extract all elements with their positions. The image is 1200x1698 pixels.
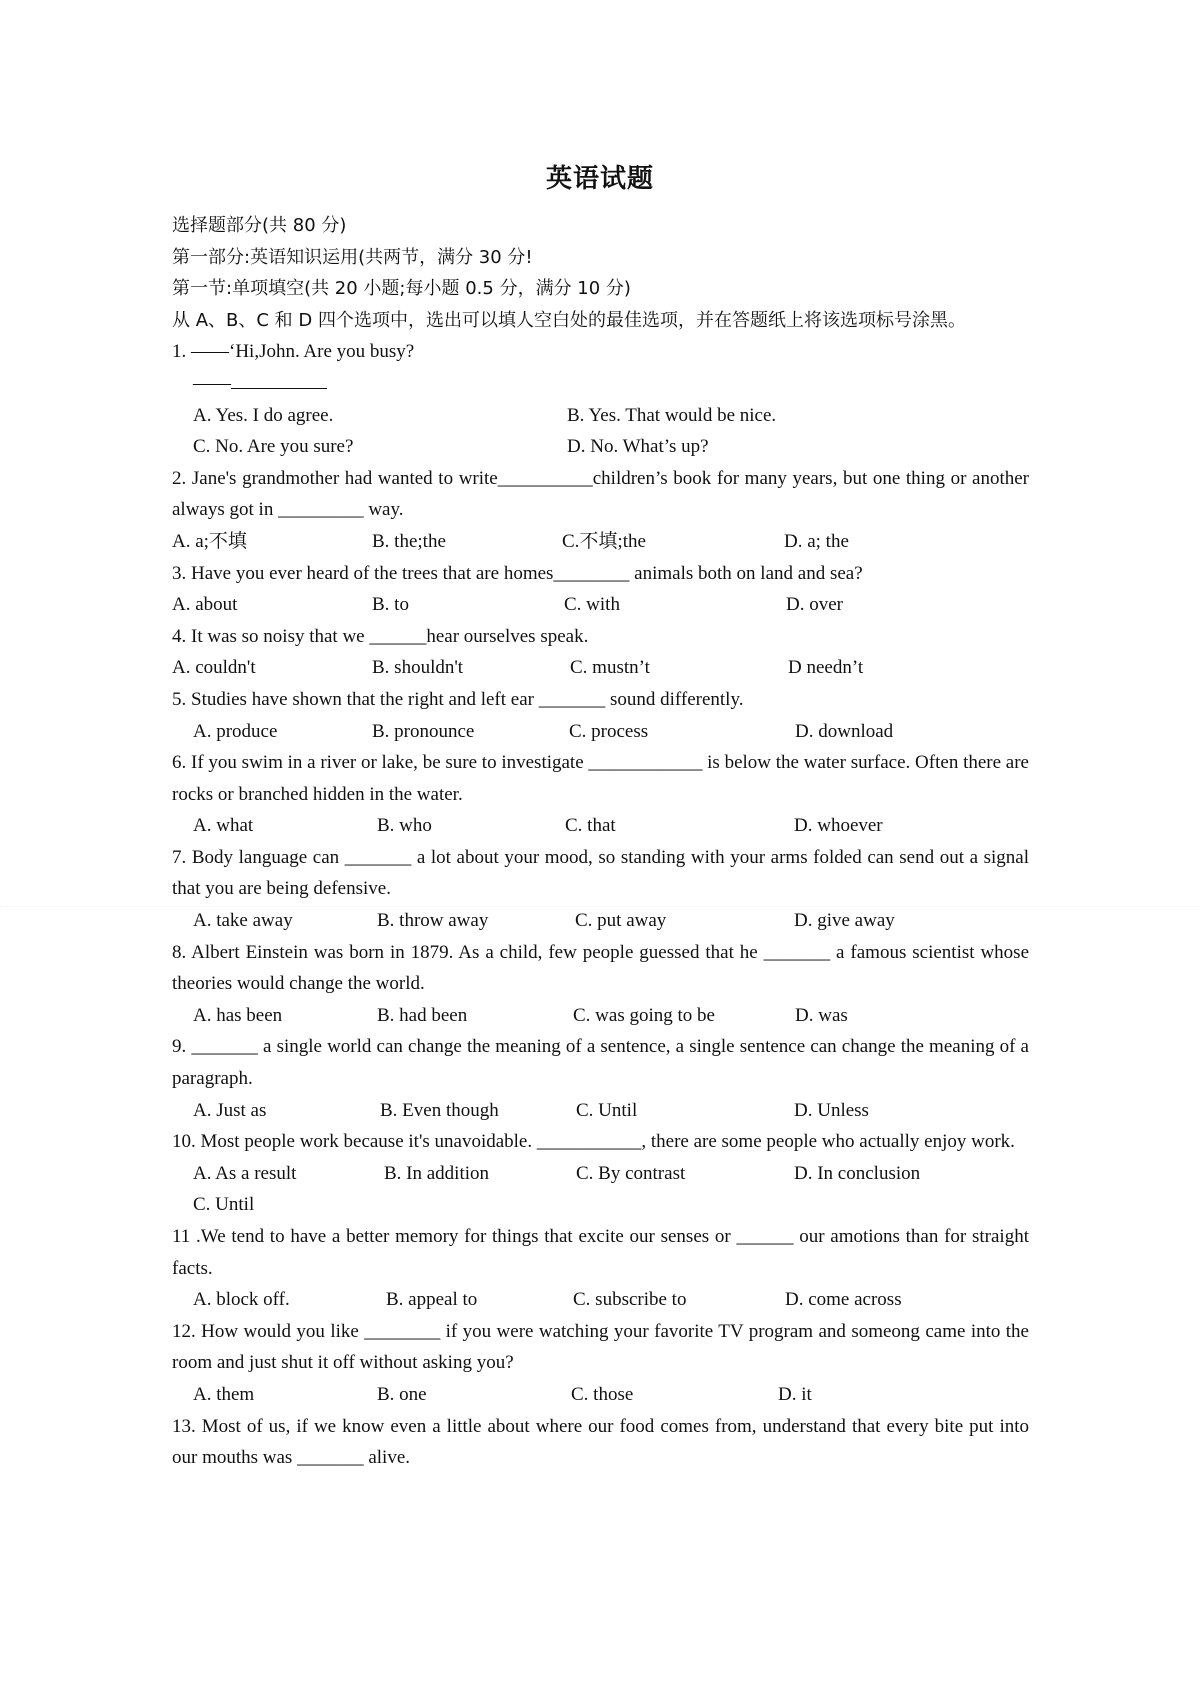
- option-d[interactable]: D. give away: [794, 910, 895, 932]
- question-1-answer-line: [172, 368, 1029, 400]
- question-2-options: [172, 526, 1029, 558]
- question-3-stem: 3. Have you ever heard of the trees that are homes________ animals both on land and sea?: [172, 562, 863, 584]
- option-b[interactable]: B. to: [372, 594, 409, 616]
- question-1-options-row-1: [172, 400, 1029, 432]
- option-a[interactable]: A. produce: [193, 720, 278, 742]
- question-7-stem: 7. Body language can _______ a lot about your mood, so standing with your arms folded can send out a signal that you are being defensive.: [172, 846, 1029, 900]
- option-a[interactable]: A. take away: [193, 910, 293, 932]
- question-7-options: [172, 905, 1029, 937]
- option-a[interactable]: A. them: [193, 1383, 255, 1405]
- option-d[interactable]: D. a; the: [784, 530, 849, 552]
- option-d[interactable]: D. In conclusion: [794, 1162, 921, 1184]
- question-4-options: [172, 652, 1029, 684]
- page-title: 英语试题: [545, 164, 654, 194]
- question-10-options: [172, 1158, 1029, 1190]
- option-b[interactable]: B. Even though: [380, 1099, 499, 1121]
- option-c[interactable]: C. with: [564, 594, 620, 616]
- question-5-options: [172, 716, 1029, 748]
- option-c[interactable]: C. that: [565, 815, 616, 837]
- option-d[interactable]: D. whoever: [794, 815, 883, 837]
- option-b[interactable]: B. had been: [377, 1004, 468, 1026]
- option-a[interactable]: A. Yes. I do agree.: [193, 404, 334, 426]
- option-a[interactable]: A. Just as: [193, 1099, 267, 1121]
- part-header: 第一部分:英语知识运用(共两节，满分 30 分!: [172, 246, 533, 268]
- option-d[interactable]: D needn’t: [788, 657, 864, 679]
- question-12-stem: 12. How would you like ________ if you were watching your favorite TV program and someong came into the room and just shut it off without asking you?: [172, 1320, 1029, 1374]
- option-a[interactable]: A. has been: [193, 1004, 283, 1026]
- question-9-options: [172, 1095, 1029, 1127]
- option-d[interactable]: D. it: [778, 1383, 812, 1405]
- option-a[interactable]: A. block off.: [193, 1289, 290, 1311]
- answer-blank: [231, 387, 327, 389]
- section-header: 选择题部分(共 80 分): [172, 215, 347, 236]
- option-b[interactable]: B. the;the: [372, 530, 446, 552]
- option-c[interactable]: C. process: [569, 720, 649, 742]
- exam-body: [172, 210, 1029, 1474]
- question-8-options: [172, 1000, 1029, 1032]
- question-9-stem: 9. _______ a single world can change the meaning of a sentence, a single sentence can change the meaning of a paragraph.: [172, 1036, 1029, 1090]
- question-13-stem: 13. Most of us, if we know even a little about where our food comes from, understand that every bite put into our mouths was _______ alive.: [172, 1415, 1029, 1469]
- option-c[interactable]: C. those: [571, 1383, 634, 1405]
- question-11-stem: 11 .We tend to have a better memory for things that excite our senses or ______ our amotions than for straight facts.: [172, 1226, 1029, 1279]
- option-c[interactable]: C. No. Are you sure?: [193, 436, 354, 458]
- question-4-stem: 4. It was so noisy that we ______hear ourselves speak.: [172, 625, 589, 647]
- question-10-extra-option[interactable]: C. Until: [193, 1194, 255, 1216]
- option-b[interactable]: B. one: [377, 1383, 427, 1405]
- option-a[interactable]: A. As a result: [193, 1162, 297, 1184]
- option-b[interactable]: B. Yes. That would be nice.: [567, 404, 777, 426]
- option-b[interactable]: B. shouldn't: [372, 657, 464, 679]
- option-b[interactable]: B. throw away: [377, 910, 489, 932]
- option-c[interactable]: C. was going to be: [573, 1004, 715, 1026]
- option-b[interactable]: B. who: [377, 815, 432, 837]
- option-a[interactable]: A. what: [193, 815, 254, 837]
- question-5-stem: 5. Studies have shown that the right and left ear _______ sound differently.: [172, 688, 744, 710]
- option-a[interactable]: A. couldn't: [172, 657, 256, 679]
- option-c[interactable]: C. subscribe to: [573, 1289, 687, 1311]
- option-a[interactable]: A. about: [172, 594, 238, 616]
- option-d[interactable]: D. over: [786, 594, 843, 616]
- option-d[interactable]: D. come across: [785, 1289, 902, 1311]
- option-d[interactable]: D. Unless: [794, 1099, 869, 1121]
- question-2-stem: 2. Jane's grandmother had wanted to write__________children’s book for many years, but one thing or another always got in _________ way.: [172, 467, 1029, 521]
- option-b[interactable]: B. pronounce: [372, 720, 475, 742]
- instructions: 从 A、B、C 和 D 四个选项中，选出可以填人空白处的最佳选项，并在答题纸上将该选项标号涂黑。: [172, 309, 966, 331]
- option-d[interactable]: D. No. What’s up?: [567, 436, 709, 458]
- option-d[interactable]: D. download: [795, 720, 894, 742]
- question-12-options: [172, 1379, 1029, 1411]
- question-1-options-row-2: [172, 431, 1029, 463]
- question-1-stem: 1. ——‘Hi,John. Are you busy?: [172, 341, 415, 363]
- option-c[interactable]: C. put away: [575, 910, 667, 932]
- option-b[interactable]: B. In addition: [384, 1162, 490, 1184]
- option-c[interactable]: C.不填;the: [562, 530, 646, 552]
- option-d[interactable]: D. was: [795, 1004, 848, 1026]
- option-c[interactable]: C. Until: [576, 1099, 638, 1121]
- question-11-options: [172, 1284, 1029, 1316]
- question-10-stem: 10. Most people work because it's unavoidable. ___________, there are some people who actually enjoy work.: [172, 1131, 1015, 1153]
- question-6-stem: 6. If you swim in a river or lake, be sure to investigate ____________ is below the water surface. Often there are rocks or branched hidden in the water.: [172, 752, 1029, 805]
- option-b[interactable]: B. appeal to: [386, 1289, 478, 1311]
- question-6-options: [172, 810, 1029, 842]
- option-a[interactable]: A. a;不填: [172, 530, 247, 552]
- option-c[interactable]: C. mustn’t: [570, 657, 650, 679]
- dash: ——: [193, 372, 231, 394]
- subsection-header: 第一节:单项填空(共 20 小题;每小题 0.5 分，满分 10 分): [172, 278, 631, 300]
- question-3-options: [172, 589, 1029, 621]
- option-c[interactable]: C. By contrast: [576, 1162, 686, 1184]
- question-8-stem: 8. Albert Einstein was born in 1879. As a child, few people guessed that he _______ a famous scientist whose theories would change the world.: [172, 941, 1029, 995]
